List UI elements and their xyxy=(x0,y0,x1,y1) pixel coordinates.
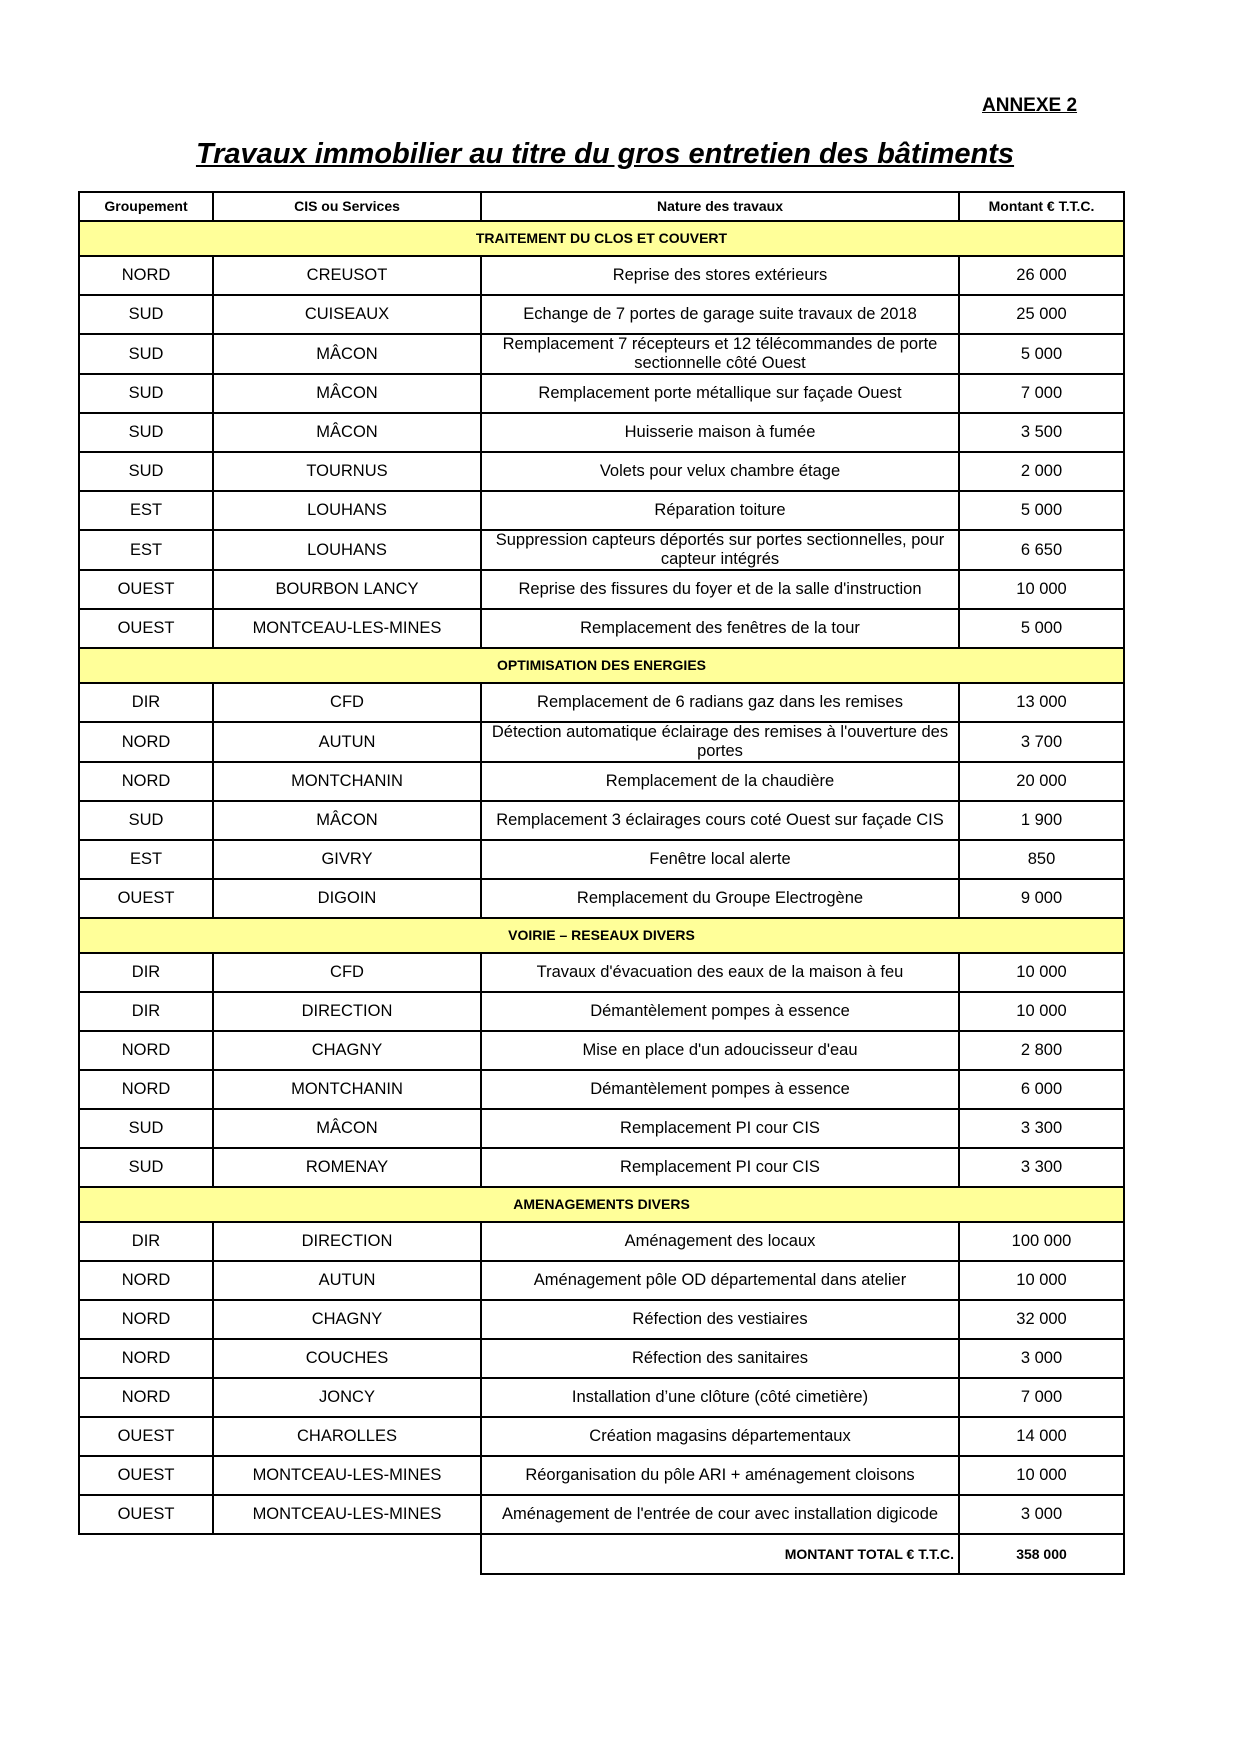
cell-nature: Travaux d'évacuation des eaux de la maison à feu xyxy=(481,953,959,992)
table-row xyxy=(79,1031,1124,1070)
table-row xyxy=(79,840,1124,879)
cell-groupement: EST xyxy=(79,840,213,879)
table-row xyxy=(79,879,1124,918)
table-row xyxy=(79,1456,1124,1495)
section-header-row xyxy=(79,221,1124,256)
cell-cis: CREUSOT xyxy=(213,256,481,295)
cell-groupement: SUD xyxy=(79,334,213,374)
cell-groupement: SUD xyxy=(79,1148,213,1187)
cell-nature: Huisserie maison à fumée xyxy=(481,413,959,452)
section-title: AMENAGEMENTS DIVERS xyxy=(79,1187,1124,1222)
cell-montant: 3 700 xyxy=(959,722,1124,762)
cell-montant: 7 000 xyxy=(959,374,1124,413)
cell-cis: ROMENAY xyxy=(213,1148,481,1187)
table-row xyxy=(79,1222,1124,1261)
cell-montant: 32 000 xyxy=(959,1300,1124,1339)
section-header-row xyxy=(79,1187,1124,1222)
cell-montant: 3 000 xyxy=(959,1339,1124,1378)
cell-groupement: NORD xyxy=(79,1261,213,1300)
section-header-row xyxy=(79,648,1124,683)
cell-cis: MÂCON xyxy=(213,801,481,840)
cell-montant: 10 000 xyxy=(959,992,1124,1031)
cell-groupement: EST xyxy=(79,530,213,570)
cell-montant: 2 000 xyxy=(959,452,1124,491)
header-cis: CIS ou Services xyxy=(213,192,481,221)
cell-nature: Remplacement du Groupe Electrogène xyxy=(481,879,959,918)
cell-montant: 2 800 xyxy=(959,1031,1124,1070)
cell-montant: 6 650 xyxy=(959,530,1124,570)
cell-groupement: NORD xyxy=(79,762,213,801)
cell-nature: Volets pour velux chambre étage xyxy=(481,452,959,491)
header-groupement: Groupement xyxy=(79,192,213,221)
table-row xyxy=(79,1300,1124,1339)
cell-montant: 9 000 xyxy=(959,879,1124,918)
cell-cis: TOURNUS xyxy=(213,452,481,491)
section-title: TRAITEMENT DU CLOS ET COUVERT xyxy=(79,221,1124,256)
cell-nature: Démantèlement pompes à essence xyxy=(481,992,959,1031)
table-row xyxy=(79,1070,1124,1109)
cell-cis: MÂCON xyxy=(213,413,481,452)
cell-groupement: NORD xyxy=(79,256,213,295)
cell-nature: Réfection des sanitaires xyxy=(481,1339,959,1378)
cell-groupement: NORD xyxy=(79,1070,213,1109)
total-value: 358 000 xyxy=(959,1534,1124,1574)
cell-montant: 3 300 xyxy=(959,1148,1124,1187)
cell-groupement: OUEST xyxy=(79,1495,213,1534)
cell-groupement: NORD xyxy=(79,1339,213,1378)
table-row xyxy=(79,609,1124,648)
cell-cis: MONTCHANIN xyxy=(213,1070,481,1109)
works-table-body xyxy=(79,192,1124,1574)
cell-nature: Aménagement des locaux xyxy=(481,1222,959,1261)
total-row xyxy=(79,1534,1124,1574)
cell-nature: Remplacement PI cour CIS xyxy=(481,1148,959,1187)
table-row xyxy=(79,1148,1124,1187)
cell-montant: 10 000 xyxy=(959,953,1124,992)
cell-cis: AUTUN xyxy=(213,722,481,762)
cell-groupement: NORD xyxy=(79,722,213,762)
header-montant: Montant € T.T.C. xyxy=(959,192,1124,221)
cell-groupement: NORD xyxy=(79,1031,213,1070)
cell-montant: 850 xyxy=(959,840,1124,879)
cell-montant: 10 000 xyxy=(959,570,1124,609)
section-header-row xyxy=(79,918,1124,953)
page-title: Travaux immobilier au titre du gros entretien des bâtiments xyxy=(195,138,1015,170)
cell-cis: CHAROLLES xyxy=(213,1417,481,1456)
cell-groupement: OUEST xyxy=(79,1417,213,1456)
table-row xyxy=(79,1261,1124,1300)
cell-nature: Création magasins départementaux xyxy=(481,1417,959,1456)
table-row xyxy=(79,334,1124,374)
cell-cis: COUCHES xyxy=(213,1339,481,1378)
annex-label: ANNEXE 2 xyxy=(982,95,1078,116)
cell-cis: CFD xyxy=(213,683,481,722)
table-row xyxy=(79,413,1124,452)
table-row xyxy=(79,1378,1124,1417)
cell-montant: 10 000 xyxy=(959,1261,1124,1300)
cell-nature: Echange de 7 portes de garage suite travaux de 2018 xyxy=(481,295,959,334)
total-label: MONTANT TOTAL € T.T.C. xyxy=(481,1534,959,1574)
cell-groupement: SUD xyxy=(79,295,213,334)
cell-groupement: DIR xyxy=(79,992,213,1031)
cell-montant: 13 000 xyxy=(959,683,1124,722)
cell-nature: Remplacement PI cour CIS xyxy=(481,1109,959,1148)
cell-cis: CHAGNY xyxy=(213,1031,481,1070)
table-row xyxy=(79,992,1124,1031)
cell-cis: AUTUN xyxy=(213,1261,481,1300)
cell-cis: MONTCEAU-LES-MINES xyxy=(213,1495,481,1534)
cell-montant: 3 000 xyxy=(959,1495,1124,1534)
cell-cis: DIRECTION xyxy=(213,992,481,1031)
table-row xyxy=(79,570,1124,609)
section-title: VOIRIE – RESEAUX DIVERS xyxy=(79,918,1124,953)
cell-cis: GIVRY xyxy=(213,840,481,879)
cell-cis: CFD xyxy=(213,953,481,992)
cell-montant: 5 000 xyxy=(959,609,1124,648)
cell-montant: 5 000 xyxy=(959,334,1124,374)
cell-nature: Remplacement de la chaudière xyxy=(481,762,959,801)
cell-cis: MONTCEAU-LES-MINES xyxy=(213,609,481,648)
cell-nature: Réparation toiture xyxy=(481,491,959,530)
table-row xyxy=(79,953,1124,992)
cell-montant: 20 000 xyxy=(959,762,1124,801)
cell-montant: 25 000 xyxy=(959,295,1124,334)
table-header-row xyxy=(79,192,1124,221)
cell-nature: Reprise des stores extérieurs xyxy=(481,256,959,295)
cell-montant: 10 000 xyxy=(959,1456,1124,1495)
cell-cis: BOURBON LANCY xyxy=(213,570,481,609)
table-row xyxy=(79,1109,1124,1148)
cell-montant: 14 000 xyxy=(959,1417,1124,1456)
table-row xyxy=(79,1417,1124,1456)
cell-nature: Démantèlement pompes à essence xyxy=(481,1070,959,1109)
table-row xyxy=(79,722,1124,762)
table-row xyxy=(79,295,1124,334)
table-row xyxy=(79,491,1124,530)
cell-groupement: OUEST xyxy=(79,609,213,648)
cell-nature: Remplacement de 6 radians gaz dans les remises xyxy=(481,683,959,722)
table-row xyxy=(79,801,1124,840)
table-row xyxy=(79,1495,1124,1534)
cell-nature: Reprise des fissures du foyer et de la salle d'instruction xyxy=(481,570,959,609)
cell-montant: 6 000 xyxy=(959,1070,1124,1109)
cell-groupement: OUEST xyxy=(79,570,213,609)
cell-groupement: DIR xyxy=(79,1222,213,1261)
table-row xyxy=(79,256,1124,295)
cell-groupement: SUD xyxy=(79,413,213,452)
cell-groupement: DIR xyxy=(79,683,213,722)
cell-groupement: SUD xyxy=(79,374,213,413)
cell-nature: Aménagement pôle OD départemental dans atelier xyxy=(481,1261,959,1300)
cell-montant: 26 000 xyxy=(959,256,1124,295)
cell-groupement: OUEST xyxy=(79,879,213,918)
header-nature: Nature des travaux xyxy=(481,192,959,221)
table-row xyxy=(79,762,1124,801)
table-row xyxy=(79,1339,1124,1378)
cell-nature: Réfection des vestiaires xyxy=(481,1300,959,1339)
cell-cis: MONTCHANIN xyxy=(213,762,481,801)
cell-nature: Installation d’une clôture (côté cimetière) xyxy=(481,1378,959,1417)
cell-montant: 3 300 xyxy=(959,1109,1124,1148)
cell-cis: DIGOIN xyxy=(213,879,481,918)
cell-cis: MÂCON xyxy=(213,374,481,413)
cell-groupement: SUD xyxy=(79,1109,213,1148)
cell-nature: Remplacement 3 éclairages cours coté Ouest sur façade CIS xyxy=(481,801,959,840)
section-title: OPTIMISATION DES ENERGIES xyxy=(79,648,1124,683)
cell-nature: Remplacement porte métallique sur façade Ouest xyxy=(481,374,959,413)
cell-montant: 1 900 xyxy=(959,801,1124,840)
cell-nature: Remplacement 7 récepteurs et 12 télécommandes de porte sectionnelle côté Ouest xyxy=(481,334,959,374)
cell-nature: Aménagement de l'entrée de cour avec installation digicode xyxy=(481,1495,959,1534)
cell-cis: JONCY xyxy=(213,1378,481,1417)
cell-montant: 3 500 xyxy=(959,413,1124,452)
cell-cis: CHAGNY xyxy=(213,1300,481,1339)
table-row xyxy=(79,683,1124,722)
table-row xyxy=(79,374,1124,413)
cell-groupement: EST xyxy=(79,491,213,530)
cell-montant: 100 000 xyxy=(959,1222,1124,1261)
cell-cis: CUISEAUX xyxy=(213,295,481,334)
cell-groupement: NORD xyxy=(79,1300,213,1339)
table-row xyxy=(79,452,1124,491)
cell-nature: Fenêtre local alerte xyxy=(481,840,959,879)
cell-cis: MONTCEAU-LES-MINES xyxy=(213,1456,481,1495)
cell-groupement: DIR xyxy=(79,953,213,992)
cell-montant: 7 000 xyxy=(959,1378,1124,1417)
cell-nature: Mise en place d'un adoucisseur d'eau xyxy=(481,1031,959,1070)
total-spacer xyxy=(79,1534,481,1574)
table-row xyxy=(79,530,1124,570)
cell-cis: DIRECTION xyxy=(213,1222,481,1261)
cell-nature: Suppression capteurs déportés sur portes sectionnelles, pour capteur intégrés xyxy=(481,530,959,570)
works-table xyxy=(78,191,1125,1575)
cell-montant: 5 000 xyxy=(959,491,1124,530)
cell-cis: MÂCON xyxy=(213,334,481,374)
cell-groupement: SUD xyxy=(79,452,213,491)
cell-nature: Remplacement des fenêtres de la tour xyxy=(481,609,959,648)
cell-groupement: NORD xyxy=(79,1378,213,1417)
cell-nature: Réorganisation du pôle ARI + aménagement cloisons xyxy=(481,1456,959,1495)
cell-cis: LOUHANS xyxy=(213,530,481,570)
cell-cis: LOUHANS xyxy=(213,491,481,530)
cell-groupement: SUD xyxy=(79,801,213,840)
cell-cis: MÂCON xyxy=(213,1109,481,1148)
cell-groupement: OUEST xyxy=(79,1456,213,1495)
cell-nature: Détection automatique éclairage des remises à l'ouverture des portes xyxy=(481,722,959,762)
